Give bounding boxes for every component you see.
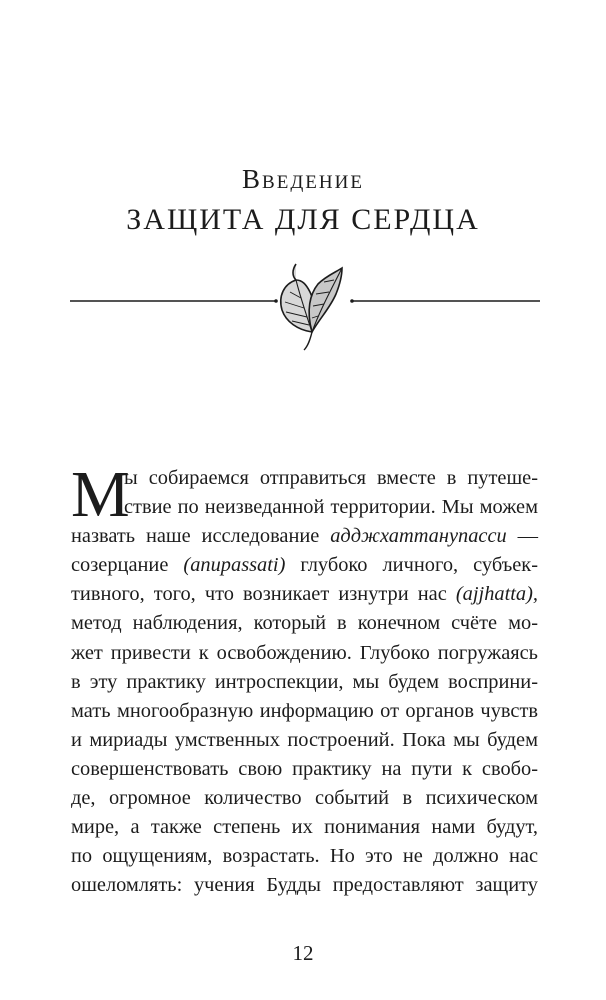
italic-term: (anupassati) bbox=[183, 554, 286, 577]
text-run: назвать наше исследование bbox=[71, 525, 331, 548]
text-run: созерцание bbox=[71, 554, 184, 577]
drop-cap: М bbox=[71, 458, 130, 531]
chapter-title: ЗАЩИТА ДЛЯ СЕРДЦА bbox=[126, 203, 480, 236]
leaf-stem bbox=[304, 332, 312, 350]
text-line bbox=[71, 609, 538, 638]
text-run: ы собираемся отправиться вместе в путеше- bbox=[124, 467, 538, 489]
text-run: глубоко личного, субъек- bbox=[285, 554, 539, 577]
text-line bbox=[71, 871, 538, 900]
text-run: по ощущениям, возрастать. Но это не должно нас bbox=[71, 845, 538, 868]
section-label: Введение bbox=[242, 164, 364, 194]
bodhi-leaf-right bbox=[309, 268, 342, 332]
text-run: ствие по неизведанной территории. Мы можем bbox=[124, 496, 538, 519]
text-line bbox=[71, 784, 538, 813]
italic-term: (ajjhatta), bbox=[455, 583, 538, 606]
text-run: ошеломлять: учения Будды предоставляют защиту bbox=[71, 874, 538, 897]
page-number: 12 bbox=[292, 941, 314, 965]
paragraph-lines bbox=[71, 458, 539, 900]
text-run: в эту практику интроспекции, мы будем восприни- bbox=[71, 670, 538, 693]
text-run: мире, а также степень их понимания нами будут, bbox=[71, 816, 538, 839]
italic-term: адджхаттанупасси bbox=[330, 525, 507, 548]
text-run: — bbox=[506, 525, 538, 548]
text-run: совершенствовать свою практику на пути к свобо- bbox=[71, 757, 538, 780]
text-line bbox=[71, 639, 538, 668]
text-line bbox=[71, 726, 538, 755]
text-run: де, огромное количество событий в психическом bbox=[71, 787, 538, 810]
text-line bbox=[71, 464, 538, 493]
text-line bbox=[71, 551, 538, 580]
text-run: мать многообразную информацию от органов чувств bbox=[71, 699, 538, 722]
text-line bbox=[71, 522, 538, 551]
ornament-right-rule bbox=[350, 299, 540, 303]
bodhi-leaves-icon bbox=[70, 262, 540, 352]
text-run: жет привести к освобождению. Глубоко погружаясь bbox=[71, 641, 538, 664]
text-line bbox=[71, 842, 538, 871]
text-line bbox=[71, 813, 538, 842]
body-paragraph bbox=[71, 458, 539, 900]
text-run: и мириады умственных построений. Пока мы будем bbox=[71, 728, 538, 751]
text-line bbox=[71, 668, 538, 697]
ornament-left-rule bbox=[70, 299, 278, 303]
text-run: тивного, того, что возникает изнутри нас bbox=[71, 583, 456, 606]
text-line bbox=[71, 493, 538, 522]
text-line bbox=[71, 697, 538, 726]
text-run: метод наблюдения, который в конечном счёте мо- bbox=[71, 612, 538, 635]
text-line bbox=[71, 580, 538, 609]
text-line bbox=[71, 755, 538, 784]
